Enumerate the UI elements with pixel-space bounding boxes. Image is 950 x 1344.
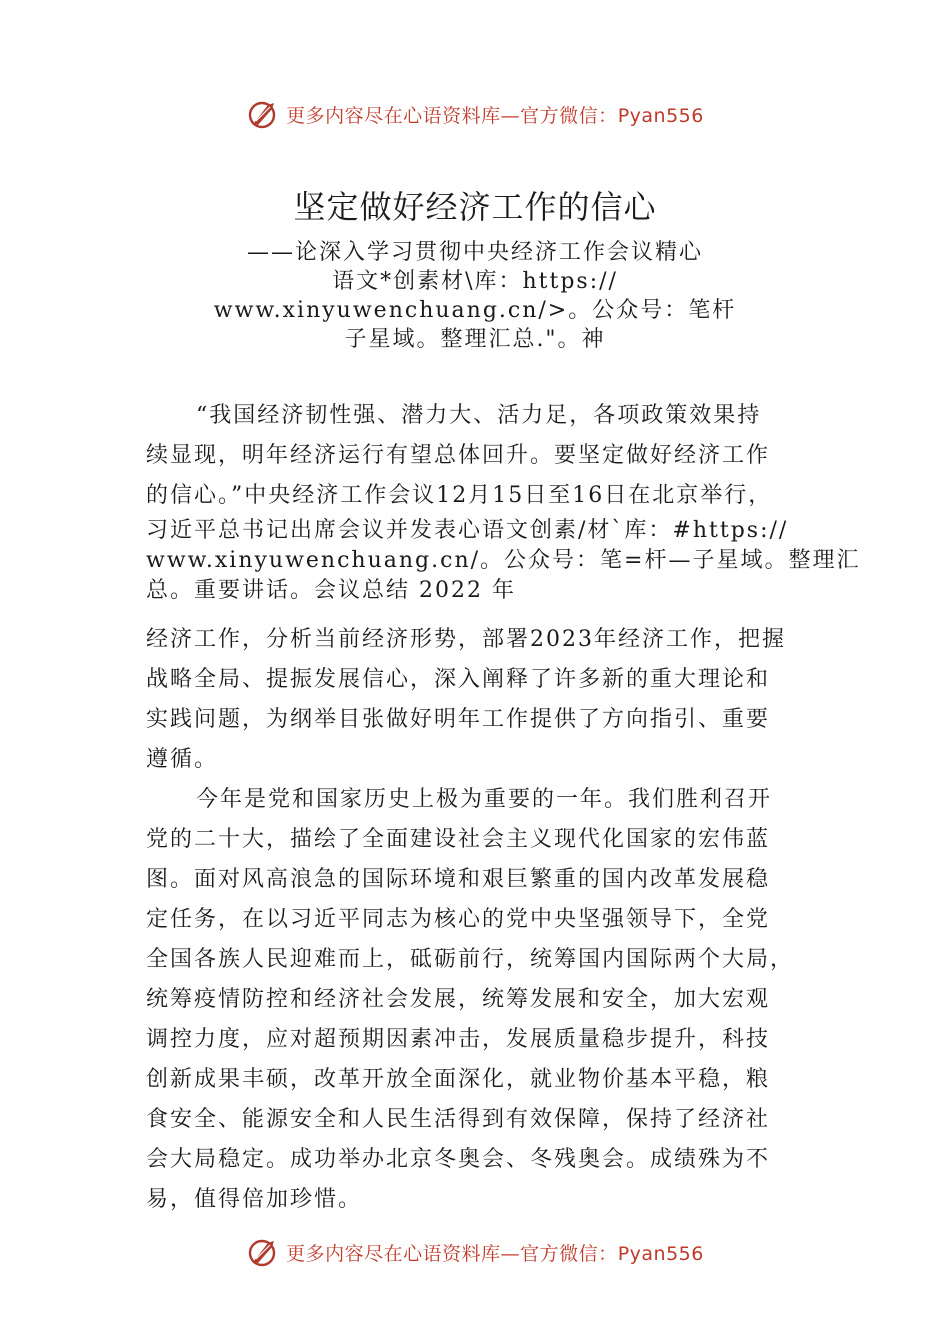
banner-wechat-id: Pyan556 — [617, 104, 704, 127]
banner-dash: — — [500, 104, 521, 127]
body-line: 统筹疫情防控和经济社会发展，统筹发展和安全，加大宏观 — [146, 987, 771, 1012]
body-line: 的信心。”中央经济工作会议12月15日至16日在北京举行， — [146, 483, 773, 508]
banner-library-text: 更多内容尽在心语资料库 — [286, 104, 501, 127]
body-line: 党的二十大，描绘了全面建设社会主义现代化国家的宏伟蓝 — [146, 827, 771, 852]
body-line: 定任务，在以习近平同志为核心的党中央坚强领导下，全党 — [146, 907, 771, 932]
banner-text — [286, 1239, 704, 1266]
body-line: 遵循。 — [146, 747, 219, 772]
subtitle-line: 语文*创素材\库：https:// — [332, 269, 618, 294]
body-line: 实践问题，为纲举目张做好明年工作提供了方向指引、重要 — [146, 707, 771, 732]
body-line: 今年是党和国家历史上极为重要的一年。我们胜利召开 — [196, 787, 773, 812]
body-line: 易，值得倍加珍惜。 — [146, 1187, 363, 1212]
banner-wechat-label: 官方微信： — [520, 1242, 618, 1265]
body-line: 总。重要讲话。会议总结 2022 年 — [146, 578, 516, 603]
subtitle-line: ——论深入学习贯彻中央经济工作会议精心 — [246, 240, 703, 265]
body-line: 图。面对风高浪急的国际环境和艰巨繁重的国内改革发展稳 — [146, 867, 771, 892]
spacer — [146, 606, 846, 620]
body-line: 创新成果丰硕，改革开放全面深化，就业物价基本平稳，粮 — [146, 1067, 771, 1092]
footer-banner — [0, 1232, 950, 1272]
quill-logo-icon — [246, 97, 280, 131]
body-line: 食安全、能源安全和人民生活得到有效保障，保持了经济社 — [146, 1107, 771, 1132]
banner-text — [286, 101, 704, 128]
body-line: 全国各族人民迎难而上，砥砺前行，统筹国内国际两个大局， — [146, 947, 795, 972]
document-subtitle — [0, 238, 950, 354]
banner-library-text: 更多内容尽在心语资料库 — [286, 1242, 501, 1265]
subtitle-line: www.xinyuwenchuang.cn/>。公众号：笔杆 — [213, 298, 737, 323]
banner-wechat-label: 官方微信： — [520, 104, 618, 127]
body-line: 续显现，明年经济运行有望总体回升。要坚定做好经济工作 — [146, 443, 771, 468]
body-line: www.xinyuwenchuang.cn/。公众号：笔=杆—子星域。整理汇 — [146, 548, 861, 573]
body-line: “我国经济韧性强、潜力大、活力足，各项政策效果持 — [196, 403, 762, 428]
header-banner — [0, 94, 950, 134]
body-line: 会大局稳定。成功举办北京冬奥会、冬残奥会。成绩殊为不 — [146, 1147, 771, 1172]
paragraph-1 — [146, 396, 861, 780]
quill-logo-icon — [246, 1235, 280, 1269]
body-line: 调控力度，应对超预期因素冲击，发展质量稳步提升，科技 — [146, 1027, 771, 1052]
document-title: 坚定做好经济工作的信心 — [293, 188, 657, 226]
document-body — [146, 396, 861, 1220]
subtitle-line: 子星域。整理汇总."。神 — [344, 327, 606, 352]
banner-wechat-id: Pyan556 — [617, 1242, 704, 1265]
paragraph-2 — [146, 780, 846, 1220]
body-line: 习近平总书记出席会议并发表心语文创素/材`库：#https:// — [146, 518, 789, 543]
banner-dash: — — [500, 1242, 521, 1265]
body-line: 经济工作，分析当前经济形势，部署2023年经济工作，把握 — [146, 627, 786, 652]
body-line: 战略全局、提振发展信心，深入阐释了许多新的重大理论和 — [146, 667, 771, 692]
